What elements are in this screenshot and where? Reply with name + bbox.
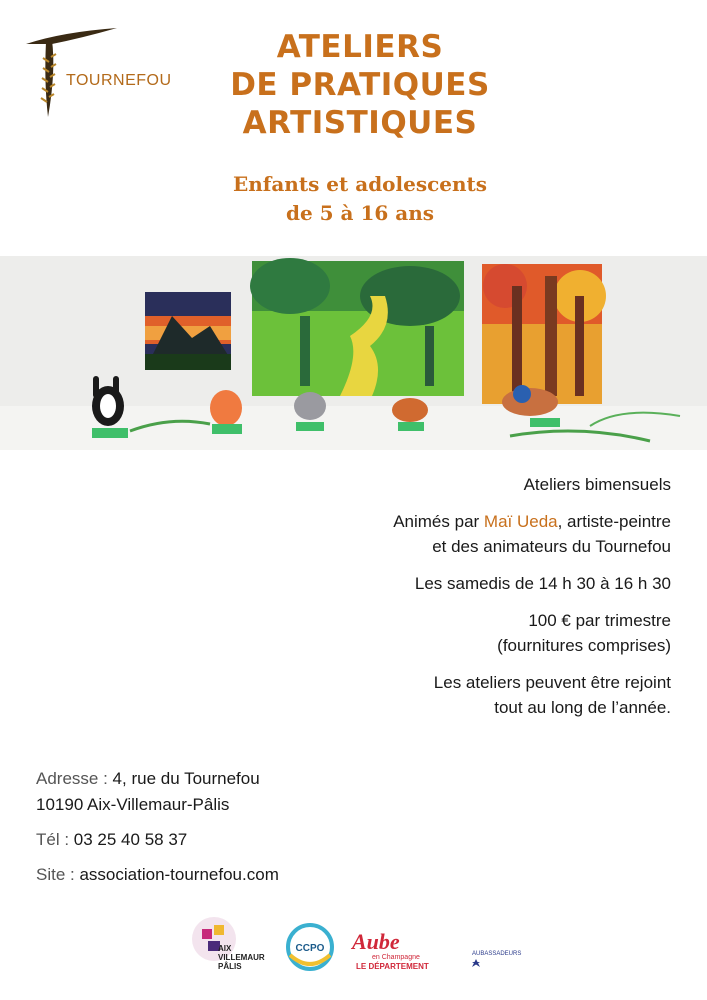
animated-suffix: , artiste-peintre [557, 512, 671, 531]
green-painting [250, 258, 464, 396]
title-line-2: DE PRATIQUES [230, 67, 490, 103]
animated-prefix: Animés par [393, 512, 484, 531]
aube-logo [350, 929, 429, 971]
sunset-painting [145, 292, 231, 370]
ambassadeurs-logo [472, 951, 521, 967]
ambassadeurs-text: AUBASSADEURS [472, 951, 522, 957]
aube-sub: en Champagne [372, 954, 420, 961]
join-line-2: tout au long de l’année. [494, 698, 671, 717]
address [36, 766, 279, 818]
phone-number[interactable]: 03 25 40 58 37 [73, 830, 188, 849]
animator-name: Maï Ueda [483, 512, 558, 531]
aix-line-3: PÂLIS [218, 962, 242, 971]
website [36, 862, 279, 888]
price-text [231, 608, 671, 658]
contact-block [36, 766, 279, 897]
aix-line-2: VILLEMAUR [218, 953, 265, 962]
price-line-2: (fournitures comprises) [497, 636, 671, 655]
star-icon [472, 959, 480, 967]
artworks-photo [0, 256, 707, 450]
subtitle [150, 170, 570, 228]
join-line-1: Les ateliers peuvent être rejoint [433, 673, 671, 692]
price-line-1: 100 € par trimestre [528, 611, 671, 630]
join-text [231, 670, 671, 720]
site-label: Site : [36, 865, 80, 884]
aix-villemaur-palis-logo [192, 917, 265, 971]
title-line-3: ARTISTIQUES [242, 105, 478, 141]
schedule-text: Les samedis de 14 h 30 à 16 h 30 [414, 574, 671, 593]
squirrel-sculpture [294, 392, 326, 431]
address-label: Adresse : [36, 769, 113, 788]
ccpo-logo [288, 925, 332, 969]
logo-name: TOURNEFOU [66, 72, 172, 89]
address-line-1: 4, rue du Tournefou [112, 769, 260, 788]
autumn-painting [482, 264, 606, 404]
frequency-text: Ateliers bimensuels [523, 475, 671, 494]
aube-dept: LE DÉPARTEMENT [356, 962, 429, 971]
animators-text [231, 509, 671, 559]
fox-sculpture [210, 390, 242, 434]
phone-label: Tél : [36, 830, 74, 849]
aix-line-1: AIX [218, 944, 232, 953]
animated-line-2: et des animateurs du Tournefou [432, 537, 671, 556]
phone [36, 827, 279, 853]
site-link[interactable]: association-tournefou.com [79, 865, 279, 884]
subtitle-line-2: de 5 à 16 ans [285, 201, 435, 225]
partner-logos [190, 915, 540, 985]
aube-main: Aube [352, 929, 400, 954]
address-line-2: 10190 Aix-Villemaur-Pâlis [36, 795, 230, 814]
ccpo-text: CCPO [295, 943, 325, 954]
subtitle-line-1: Enfants et adolescents [232, 172, 488, 196]
title-line-1: ATELIERS [276, 29, 444, 65]
workshop-info [231, 472, 671, 732]
main-title [150, 28, 570, 142]
